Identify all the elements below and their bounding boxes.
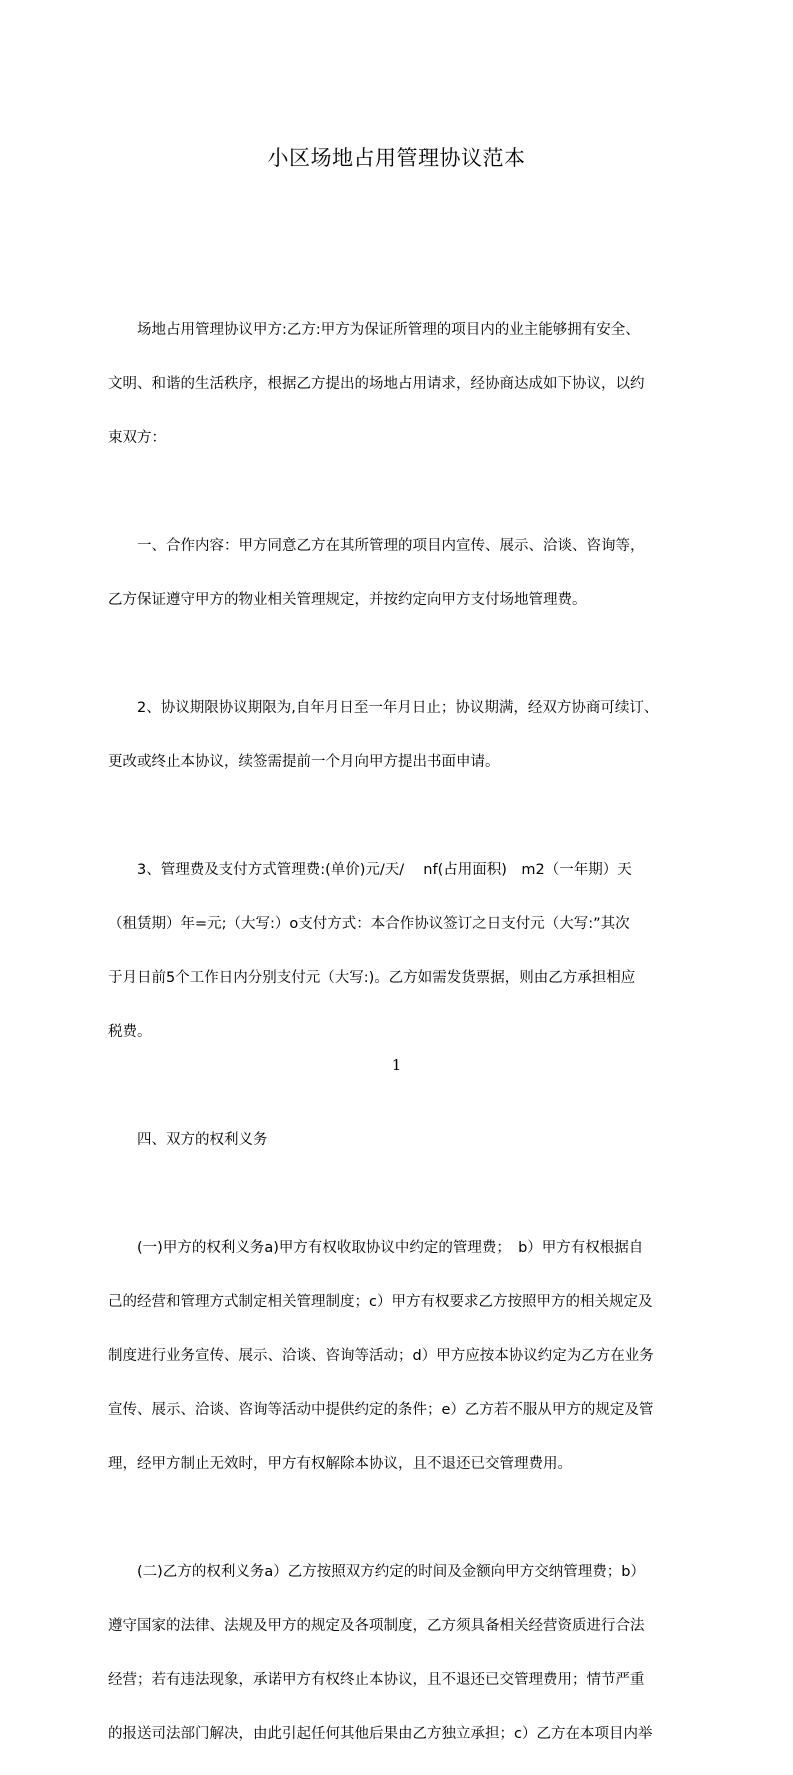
paragraph-party-b-rights	[108, 1532, 698, 1775]
text-line: 更改或终止本协议，续签需提前一个月向甲方提出书面申请。	[108, 754, 500, 770]
paragraph-term	[108, 668, 698, 803]
text-line: 宣传、展示、洽谈、咨询等活动中提供约定的条件；e）乙方若不服从甲方的规定及管	[108, 1402, 654, 1418]
paragraph-party-a-rights	[108, 1208, 698, 1505]
text-line: 场地占用管理协议甲方:乙方:甲方为保证所管理的项目内的业主能够拥有安全、	[108, 322, 640, 338]
paragraph-rights-heading	[108, 1100, 698, 1181]
text-line: (一)甲方的权利义务a)甲方有权收取协议中约定的管理费； b）甲方有权根据自	[108, 1240, 644, 1256]
text-line: 于月日前5个工作日内分别支付元（大写:)。乙方如需发货票据，则由乙方承担相应	[108, 970, 636, 986]
text-line: 制度进行业务宣传、展示、洽谈、咨询等活动；d）甲方应按本协议约定为乙方在业务	[108, 1348, 654, 1364]
text-line: 乙方保证遵守甲方的物业相关管理规定，并按约定向甲方支付场地管理费。	[108, 592, 587, 608]
text-line: (二)乙方的权利义务a）乙方按照双方约定的时间及金额向甲方交纳管理费；b）	[108, 1564, 645, 1580]
text-line: 遵守国家的法律、法规及甲方的规定及各项制度，乙方须具备相关经营资质进行合法	[108, 1618, 645, 1634]
text-line: 2、协议期限协议期限为,自年月日至一年月日止；协议期满，经双方协商可续订、	[108, 700, 659, 716]
document-title: 小区场地占用管理协议范本	[267, 146, 526, 170]
paragraph-fees	[108, 830, 698, 1073]
text-line: 的报送司法部门解决，由此引起任何其他后果由乙方独立承担；c）乙方在本项目内举	[108, 1726, 653, 1742]
text-line: 文明、和谐的生活秩序，根据乙方提出的场地占用请求，经协商达成如下协议，以约	[108, 376, 645, 392]
paragraph-cooperation	[108, 506, 698, 641]
text-line: 一、合作内容：甲方同意乙方在其所管理的项目内宣传、展示、洽谈、咨询等，	[108, 538, 645, 554]
text-line: 束双方：	[108, 430, 166, 446]
text-line: 理，经甲方制止无效时，甲方有权解除本协议，且不退还已交管理费用。	[108, 1456, 572, 1472]
text-line: 税费。	[108, 1024, 152, 1040]
text-line: （租赁期）年=元;（大写:）o支付方式：本合作协议签订之日支付元（大写:”其次	[108, 916, 630, 932]
document-body	[108, 290, 698, 1775]
text-line: 四、双方的权利义务	[108, 1132, 268, 1148]
page-number: 1	[391, 1056, 402, 1074]
text-line: 经营；若有违法现象，承诺甲方有权终止本协议，且不退还已交管理费用；情节严重	[108, 1672, 645, 1688]
text-line: 3、管理费及支付方式管理费:(单价)元/天/ nf(占用面积) m2（一年期）天	[108, 862, 632, 878]
paragraph-intro	[108, 290, 698, 479]
text-line: 己的经营和管理方式制定相关管理制度；c）甲方有权要求乙方按照甲方的相关规定及	[108, 1294, 653, 1310]
